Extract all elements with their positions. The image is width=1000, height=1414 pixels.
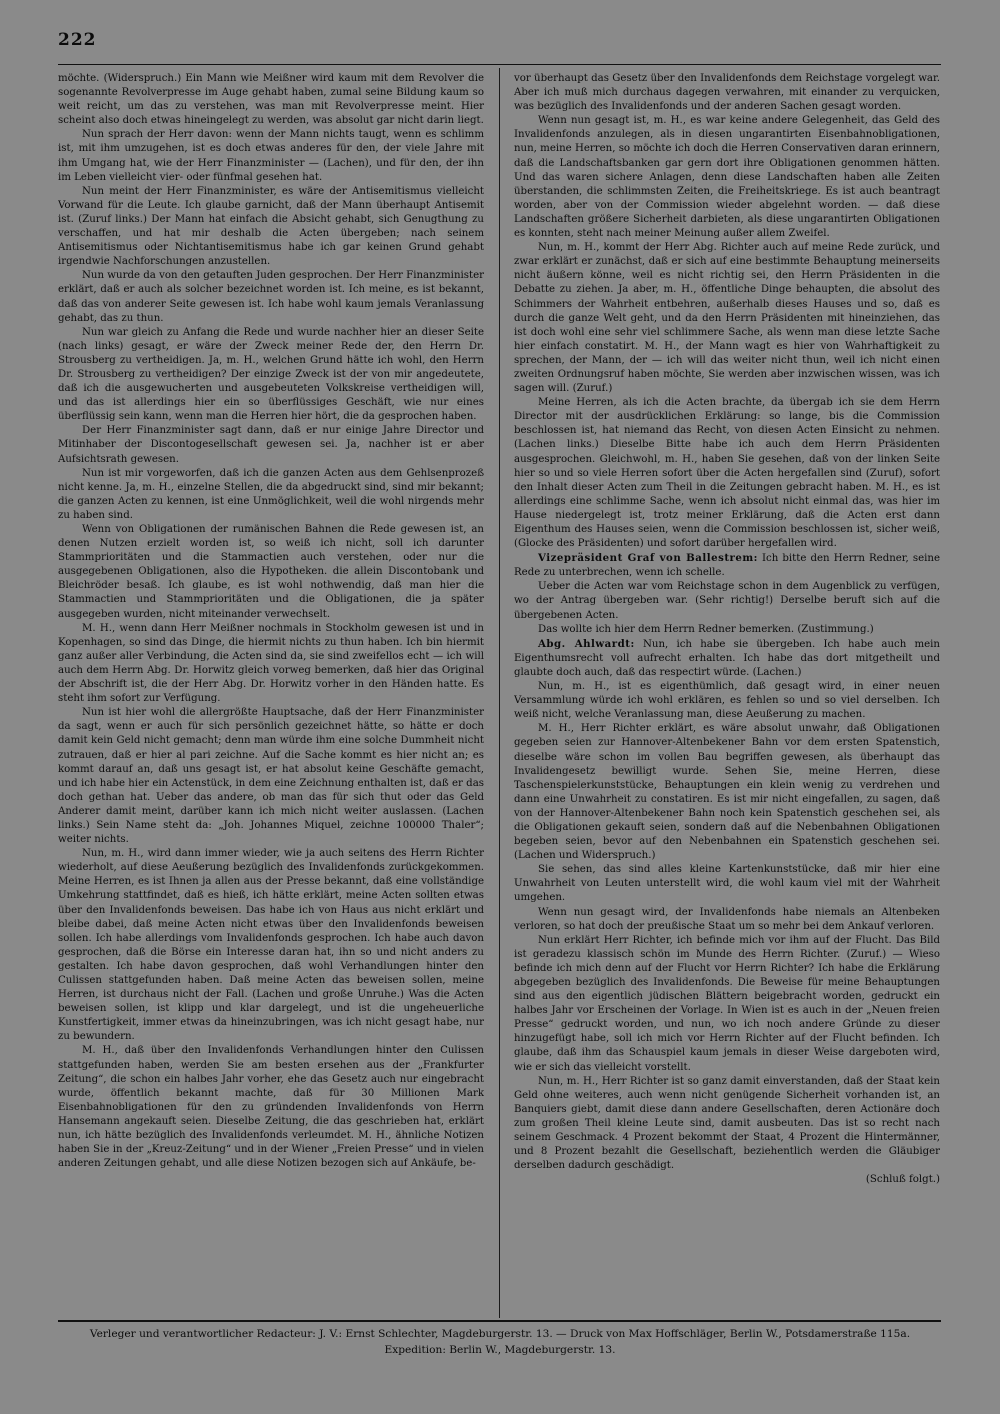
paragraph-text: M. H., Herr Richter erklärt, es wäre absolut unwahr, daß Obligationen gegeben seien zur Hannover-Altenbekener Bahn vor dem ersten Spatenstich, dieselbe wäre schon im vollen Bau begriffen gewesen, als überhaupt das Invalidengesetz bewilligt wurde. Sehen Sie, meine Herren, diese Taschenspielerkunststücke, Behauptungen ein klein wenig zu verdrehen und dann eine Unwahrheit zu constatiren. Es ist mir nicht eingefallen, zu sagen, daß von der Hannover-Altenbekener Bahn noch kein Spatenstich geschehen sei, als die Obligationen gekauft seien, sondern daß auf die Nebenbahnen Obligationen begeben seien, bevor auf den Nebenbahnen ein Spatenstich geschehen sei. (Lachen und Widerspruch.) xyxy=(514,723,940,862)
paragraph-text: Das wollte ich hier dem Herrn Redner bemerken. (Zustimmung.) xyxy=(538,623,874,635)
paragraph xyxy=(514,396,940,551)
paragraph-text: Nun, ich habe sie übergeben. Ich habe auch mein Eigenthumsrecht voll aufrecht erhalten. Ich habe das dort mitgetheilt und glaubte doch auch, daß das respectirt würde. (Lachen.) xyxy=(514,638,940,678)
paragraph xyxy=(514,906,940,934)
paragraph-text: (Schluß folgt.) xyxy=(865,1174,940,1186)
paragraph xyxy=(58,467,484,523)
paragraph xyxy=(58,128,484,184)
paragraph-text: Nun war gleich zu Anfang die Rede und wurde nachher hier an dieser Seite (nach links) gesagt, er wäre der Zweck meiner Rede der, den Herrn Dr. Strousberg zu vertheidigen. Ja, m. H., welchen Grund hätte ich wohl, den Herrn Dr. Strousberg zu vertheidigen? Der einzige Zweck ist der von mir angedeutete, daß ich die ausgewucherten und ausgebeuteten Volkskreise vertheidigen will, und das ist allerdings hier ein so überflüssiges Geschäft, wie nur eines überflüssig sein kann, wenn man die Herren hier hört, die da gesprochen haben. xyxy=(58,326,484,423)
paragraph-text: Nun sprach der Herr davon: wenn der Mann nichts taugt, wenn es schlimm ist, mit ihm umzugehen, ist es doch etwas anderes für den, der viele Jahre mit ihm Umgang hat, wie der Herr Finanzminister — (Lachen), und für den, der ihn im Leben vielleicht vier- oder fünfmal gesehen hat. xyxy=(58,129,484,183)
paragraph-text: vor überhaupt das Gesetz über den Invalidenfonds dem Reichstage vorgelegt war. Aber ich muß mich durchaus dagegen verwahren, mit einander zu verquicken, was bezüglich des Invalidenfonds und der anderen Sachen gesagt worden. xyxy=(514,73,940,113)
paragraph-text: Ich bitte den Herrn Redner, seine Rede zu unterbrechen, wenn ich schelle. xyxy=(514,553,940,579)
paragraph xyxy=(514,722,940,863)
left-column xyxy=(58,72,484,1316)
paragraph-text: Wenn nun gesagt wird, der Invalidenfonds habe niemals an Altenbeken verloren, so hat doch der preußische Staat um so mehr bei dem Ankauf verloren. xyxy=(514,906,940,932)
paragraph-text: Meine Herren, als ich die Acten brachte, da übergab ich sie dem Herrn Director mit der ausdrücklichen Erklärung: so lange, bis die Commission beschlossen ist, hat niemand das Recht, von diesen Acten Einsicht zu nehmen. (Lachen links.) Dieselbe Bitte habe ich auch dem Herrn Präsidenten ausgesprochen. Gleichwohl, m. H., haben Sie gesehen, daß von der linken Seite hier so und so viele Herren sofort über die Acten hergefallen sind (Zuruf), sofort den Inhalt dieser Acten zum Theil in die Zeitungen gebracht haben. M. H., es ist allerdings eine schlimme Sache, wenn ich absolut nicht einmal das, was hier im Hause niedergelegt ist, trotz meiner Erklärung, daß die Acten erst dann Eigenthum des Hauses seien, wenn die Commission beschlossen ist, sicher weiß, (Glocke des Präsidenten) und sofort darüber hergefallen wird. xyxy=(514,397,940,550)
paragraph xyxy=(58,1044,484,1171)
paragraph-text: Nun, m. H., Herr Richter ist so ganz damit einverstanden, daß der Staat kein Geld ohne weiteres, auch wenn nicht genügende Sicherheit vorhanden ist, an Banquiers giebt, damit diese dann andere Gesellschaften, deren Actionäre doch zum großen Theil kleine Leute sind, damit ausbeuten. Das ist so recht nach seinem Geschmack. 4 Prozent bekommt der Staat, 4 Prozent die Hintermänner, und 8 Prozent bezahlt die Gesellschaft, beziehentlich werden die Gläubiger derselben dadurch geschädigt. xyxy=(514,1075,940,1172)
paragraph-text: Ueber die Acten war vom Reichstage schon in dem Augenblick zu verfügen, wo der Antrag übergeben war. (Sehr richtig!) Derselbe beruft sich auf die übergebenen Acten. xyxy=(514,581,940,621)
paragraph xyxy=(514,863,940,905)
imprint-footer xyxy=(40,1326,960,1358)
paragraph-text: Wenn nun gesagt ist, m. H., es war keine andere Gelegenheit, das Geld des Invalidenfonds anzulegen, als in diesen ungarantirten Eisenbahnobligationen, nun, meine Herren, so möchte ich doch die Herren Conservativen daran erinnern, daß die Landschaftsbanken gar gern dort ihre Obligationen genommen hätten. Und das waren sichere Anlagen, denn diese Landschaften haben alle Zeiten überstanden, die schlimmsten Zeiten, die Freiheitskriege. Es ist auch beantragt worden, aber von der Commission wieder abgelehnt worden. — daß diese Landschaften größere Sicherheit darbieten, als diese ungarantirten Obligationen es konnten, steht nach meiner Meinung außer allem Zweifel. xyxy=(514,115,940,240)
paragraph xyxy=(514,680,940,722)
paragraph xyxy=(514,637,940,680)
header-rule xyxy=(58,64,941,65)
paragraph xyxy=(58,269,484,325)
paragraph xyxy=(58,523,484,622)
paragraph xyxy=(58,326,484,425)
paragraph xyxy=(58,622,484,707)
paragraph xyxy=(514,241,940,396)
paragraph-text: Nun ist mir vorgeworfen, daß ich die ganzen Acten aus dem Gehlsenprozeß nicht kenne. Ja, m. H., einzelne Stellen, die da abgedruckt sind, sind mir bekannt; die ganzen Acten zu kennen, ist eine Unmöglichkeit, weil die wohl nirgends mehr zu haben sind. xyxy=(58,467,484,521)
paragraph xyxy=(58,424,484,466)
paragraph xyxy=(58,706,484,847)
speaker-name: Vizepräsident Graf von Ballestrem: xyxy=(538,552,758,565)
paragraph-text: Nun meint der Herr Finanzminister, es wäre der Antisemitismus vielleicht Vorwand für die Leute. Ich glaube garnicht, daß der Mann überhaupt Antisemit ist. (Zuruf links.) Der Mann hat einfach die Absicht gehabt, sich Genugthung zu verschaffen, und hat mir deshalb die Acten übergeben; nach seinem Antisemitismus oder Nichtantisemitismus habe ich gar keinen Grund gehabt irgendwie Nachforschungen anzustellen. xyxy=(58,185,484,268)
paragraph xyxy=(514,623,940,637)
paragraph xyxy=(58,847,484,1044)
paragraph-text: M. H., daß über den Invalidenfonds Verhandlungen hinter den Culissen stattgefunden haben, werden Sie am besten ersehen aus der „Frankfurter Zeitung“, die schon ein halbes Jahr vorher, ehe das Gesetz auch nur eingebracht wurde, öffentlich bekannt machte, daß für 30 Millionen Mark Eisenbahnobligationen für den zu gründenden Invalidenfonds von Herrn Hansemann angekauft seien. Dieselbe Zeitung, die das geschrieben hat, erklärt nun, ich hätte bezüglich des Invalidenfonds verleumdet. M. H., ähnliche Notizen haben Sie in der „Kreuz-Zeitung“ und in der Wiener „Freien Presse“ und in vielen anderen Zeitungen gehabt, und alle diese Notizen bezogen sich auf Ankäufe, be- xyxy=(58,1045,484,1170)
paragraph-text: Nun, m. H., kommt der Herr Abg. Richter auch auf meine Rede zurück, und zwar erklärt er zunächst, daß er sich auf eine bestimmte Behauptung meinerseits nicht äußern könne, weil es nicht richtig sei, den Herrn Präsidenten in die Debatte zu ziehen. Ja aber, m. H., öffentliche Dinge behaupten, die absolut des Schimmers der Wahrheit entbehren, außerhalb dieses Hauses und so, daß es durch die ganze Welt geht, und da den Herrn Präsidenten mit hineinziehen, das ist doch wohl eine sehr viel schlimmere Sache, als wenn man diese letzte Sache hier einfach constatirt. M. H., der Mann wagt es hier von Wahrhaftigkeit zu sprechen, der Mann, der — ich will das weiter nicht thun, weil ich nicht einen zweiten Ordnungsruf haben möchte, Sie werden aber inzwischen wissen, was ich sagen will. (Zuruf.) xyxy=(514,242,940,395)
paragraph xyxy=(514,1075,940,1174)
column-divider xyxy=(499,68,500,1318)
paragraph-text: Nun wurde da von den getauften Juden gesprochen. Der Herr Finanzminister erklärt, daß er auch als solcher bezeichnet worden ist. Ich meine, es ist bekannt, daß das von anderer Seite gewesen ist. Ich habe wohl kaum jemals Veranlassung gehabt, das zu thun. xyxy=(58,270,484,324)
paragraph xyxy=(58,72,484,128)
footer-rule xyxy=(58,1320,941,1322)
paragraph-text: Nun, m. H., ist es eigenthümlich, daß gesagt wird, in einer neuen Versammlung würde ich wohl erklären, es fehlen so und so viel derselben. Ich weiß nicht, welche Veranlassung man, diese Aeußerung zu machen. xyxy=(514,681,940,721)
paragraph xyxy=(514,72,940,114)
paragraph xyxy=(514,934,940,1075)
paragraph xyxy=(514,114,940,241)
expedition-line: Expedition: Berlin W., Magdeburgerstr. 13. xyxy=(384,1344,616,1356)
paragraph-text: Der Herr Finanzminister sagt dann, daß er nur einige Jahre Director und Mitinhaber der Discontogesellschaft gewesen sei. Ja, nachher ist er aber Aufsichtsrath gewesen. xyxy=(58,425,484,465)
paragraph xyxy=(514,551,940,580)
paragraph xyxy=(58,185,484,270)
paragraph-text: Nun erklärt Herr Richter, ich befinde mich vor ihm auf der Flucht. Das Bild ist geradezu klassisch schön im Munde des Herrn Richter. (Zuruf.) — Wieso befinde ich mich denn auf der Flucht vor Herrn Richter? Ich habe die Erklärung abgegeben bezüglich des Invalidenfonds. Die Beweise für meine Behauptungen sind aus den eigentlich jüdischen Blättern beigebracht worden, gedruckt ein halbes Jahr vor Erscheinen der Vorlage. In Wien ist es auch in der „Neuen freien Presse“ gedruckt worden, und nun, wo ich noch andere Gründe zu dieser hinzugefügt habe, soll ich mich vor Herrn Richter auf der Flucht befinden. Ich glaube, daß ihm das Schauspiel kaum jemals in dieser Weise dargeboten wird, wie er sich das vielleicht vorstellt. xyxy=(514,934,940,1073)
imprint-line: Verleger und verantwortlicher Redacteur: J. V.: Ernst Schlechter, Magdeburgerstr. 13. — Druck von Max Hoffschläger, Berlin W., Potsdamerstraße 115a. xyxy=(89,1328,911,1340)
paragraph xyxy=(514,580,940,622)
paragraph-text: möchte. (Widerspruch.) Ein Mann wie Meißner wird kaum mit dem Revolver die sogenannte Revolverpresse im Auge gehabt haben, zumal seine Bildung kaum so weit reicht, um das zu verstehen, was man mit Revolverpresse meint. Hier scheint also doch etwas hineingelegt zu werden, was absolut gar nicht darin liegt. xyxy=(58,73,484,127)
paragraph-text: M. H., wenn dann Herr Meißner nochmals in Stockholm gewesen ist und in Kopenhagen, so sind das Dinge, die hiermit nichts zu thun haben. Ich bin hiermit ganz außer aller Verbindung, die Acten sind da, sie sind zweifellos echt — ich will auch dem Herrn Abg. Dr. Horwitz gleich vorweg bemerken, daß hier das Original der Abschrift ist, die der Herr Abg. Dr. Horwitz vorher in den Händen hatte. Es steht ihm sofort zur Verfügung. xyxy=(58,622,484,705)
paragraph xyxy=(514,1173,940,1187)
right-column xyxy=(514,72,940,1316)
paragraph-text: Sie sehen, das sind alles kleine Kartenkunststücke, daß mir hier eine Unwahrheit von Leuten unterstellt wird, die wohl kaum viel mit der Wahrheit umgehen. xyxy=(514,864,940,904)
paragraph-text: Wenn von Obligationen der rumänischen Bahnen die Rede gewesen ist, an denen Nutzen erzielt worden ist, so weiß ich nicht, soll ich darunter Stammprioritäten und die Stammactien auch verstehen, oder nur die ausgegebenen Obligationen, also die Hypotheken. die allein Discontobank und Bleichröder besaß. Ich glaube, es ist wohl nothwendig, daß man hier die Stammactien und Stammprioritäten und die Obligationen, die ja später ausgegeben wurden, nicht miteinander verwechselt. xyxy=(58,524,484,620)
paragraph-text: Nun ist hier wohl die allergrößte Hauptsache, daß der Herr Finanzminister da sagt, wenn er auch für sich persönlich gezeichnet hätte, so hätte er doch damit kein Geld nicht gemacht; denn man würde ihm eine solche Dummheit nicht zutrauen, daß er hier al pari zeichne. Auf die Sache kommt es hier nicht an; es kommt darauf an, daß uns gesagt ist, er hat absolut keine Geschäfte gemacht, und ich habe hier ein Actenstück, in dem eine Zeichnung enthalten ist, daß er das doch gethan hat. Ueber das andere, ob man das für sich thut oder das Geld Anderer damit meint, darüber kann ich mich nicht weiter auslassen. (Lachen links.) Sein Name steht da: „Joh. Johannes Miquel, zeichne 100000 Thaler“; weiter nichts. xyxy=(58,707,484,846)
paragraph-text: Nun, m. H., wird dann immer wieder, wie ja auch seitens des Herrn Richter wiederholt, auf diese Aeußerung bezüglich des Invalidenfonds zurückgekommen. Meine Herren, es ist Ihnen ja allen aus der Presse bekannt, daß eine vollständige Umkehrung stattfindet, daß es hieß, ich hätte erklärt, meine Acten sollten etwas über den Invalidenfonds beweisen. Das habe ich von Haus aus nicht erklärt und bleibe dabei, daß meine Acten nicht etwas über den Invalidenfonds beweisen sollen. Ich habe allerdings vom Invalidenfonds gesprochen. Ich habe auch davon gesprochen, daß die Börse ein Interesse daran hat, ihn so und nicht anders zu gestalten. Ich habe davon gesprochen, daß wohl Verhandlungen hinter den Culissen stattgefunden haben. Daß meine Acten das beweisen sollen, meine Herren, ist durchaus nicht der Fall. (Lachen und große Unruhe.) Was die Acten beweisen sollen, ist klipp und klar dargelegt, und ist die ungeheuerliche Kunstfertigkeit, immer etwas da hineinzubringen, was ich nicht gesagt habe, nur zu bewundern. xyxy=(58,848,484,1043)
page-number: 222 xyxy=(58,30,97,50)
speaker-name: Abg. Ahlwardt: xyxy=(538,637,635,650)
